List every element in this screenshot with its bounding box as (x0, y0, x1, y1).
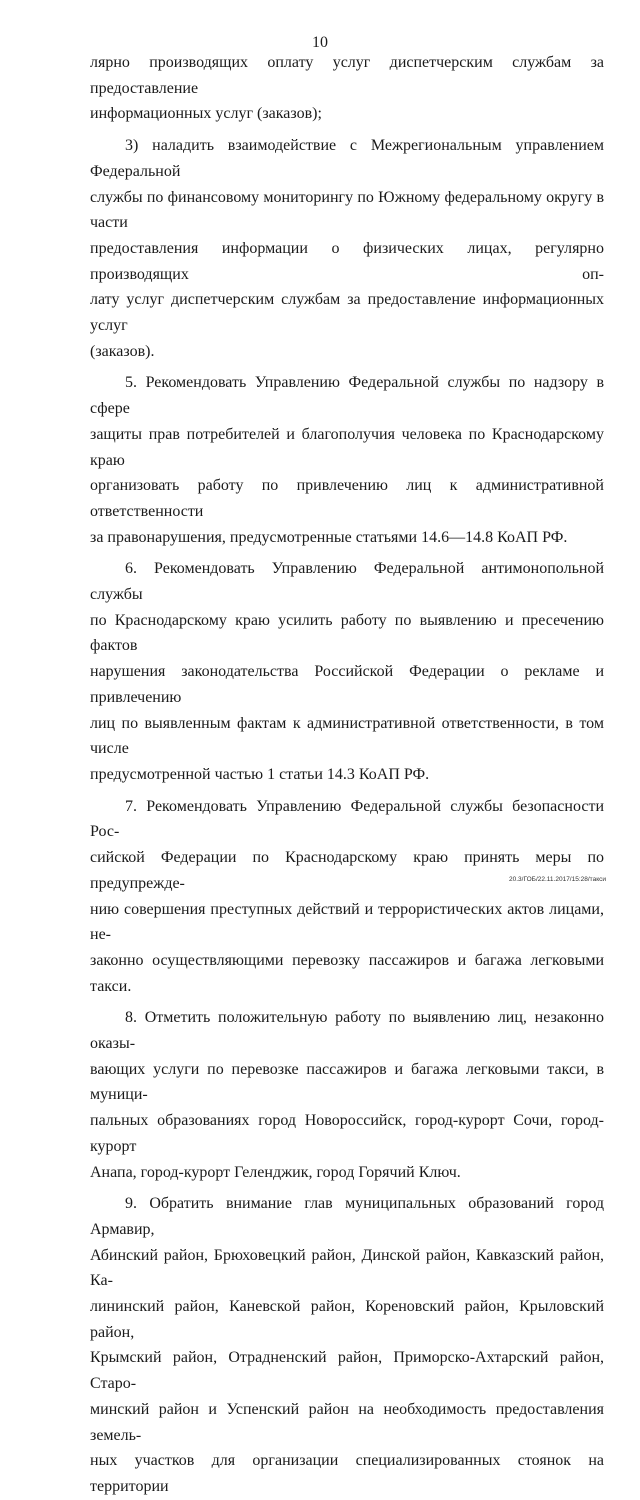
text-line: минский район и Успенский район на необходимость предоставления земель- (90, 1400, 604, 1444)
paragraph-continuation (90, 50, 604, 127)
text-line: (заказов). (90, 342, 155, 360)
text-line: информационных услуг (заказов); (90, 105, 322, 123)
body-text (90, 50, 604, 1500)
text-line: организовать работу по привлечению лиц к административной ответственности (90, 477, 604, 520)
text-line: 7. Рекомендовать Управлению Федеральной службы безопасности Рос- (90, 797, 604, 841)
text-line: лининский район, Каневской район, Кореновский район, Крыловский район, (90, 1298, 604, 1341)
text-line: вающих услуги по перевозке пассажиров и багажа легковыми такси, в муници- (90, 1060, 604, 1104)
text-line: ных участков для организации специализированных стоянок на территории (90, 1452, 604, 1495)
text-line: законно осуществляющими перевозку пассажиров и багажа легковыми такси. (90, 951, 604, 995)
text-line: лярно производящих оплату услуг диспетчерским службам за предоставление (90, 54, 604, 97)
text-line: лату услуг диспетчерским службам за предоставление информационных услуг (90, 291, 604, 335)
text-line: по Краснодарскому краю усилить работу по выявлению и пресечению фактов (90, 611, 604, 655)
page-number: 10 (312, 34, 328, 51)
text-line: 6. Рекомендовать Управлению Федеральной антимонопольной службы (90, 560, 604, 604)
paragraph-item-8 (90, 1005, 604, 1185)
text-line: нарушения законодательства Российской Федерации о рекламе и привлечению (90, 663, 604, 706)
paragraph-item-9 (90, 1191, 604, 1499)
paragraph-item-7 (90, 794, 604, 1000)
text-line: Абинский район, Брюховецкий район, Динской район, Кавказский район, Ка- (90, 1246, 604, 1290)
text-line: 3) наладить взаимодействие с Межрегиональным управлением Федеральной (90, 137, 604, 180)
text-line: 9. Обратить внимание глав муниципальных образований город Армавир, (90, 1195, 604, 1238)
text-line: лиц по выявленным фактам к административной ответственности, в том числе (90, 714, 604, 758)
paragraph-item-6 (90, 556, 604, 787)
text-line: предусмотренной частью 1 статьи 14.3 КоАП РФ. (90, 765, 430, 783)
text-line: 5. Рекомендовать Управлению Федеральной службы по надзору в сфере (90, 374, 604, 418)
text-line: службы по финансовому мониторингу по Южному федеральному округу в части (90, 188, 604, 232)
text-line: Анапа, город-курорт Геленджик, город Горячий Ключ. (90, 1163, 461, 1181)
text-line: за правонарушения, предусмотренные статьями 14.6—14.8 КоАП РФ. (90, 528, 568, 546)
paragraph-item-5 (90, 370, 604, 550)
text-line: защиты прав потребителей и благополучия человека по Краснодарскому краю (90, 425, 604, 469)
paragraph-item-3 (90, 133, 604, 364)
footer-document-code: 20.3/ГОБ/22.11.2017/15:28/такси (509, 876, 606, 883)
text-line: пальных образованиях город Новороссийск, город-курорт Сочи, город-курорт (90, 1112, 604, 1155)
text-line: предоставления информации о физических лицах, регулярно производящих оп- (90, 239, 604, 283)
text-line: нию совершения преступных действий и террористических актов лицами, не- (90, 900, 604, 944)
text-line: Крымский район, Отрадненский район, Приморско-Ахтарский район, Старо- (90, 1349, 604, 1393)
text-line: 8. Отметить положительную работу по выявлению лиц, незаконно оказы- (90, 1009, 604, 1053)
text-line: сийской Федерации по Краснодарскому краю принять меры по предупрежде- (90, 849, 604, 892)
